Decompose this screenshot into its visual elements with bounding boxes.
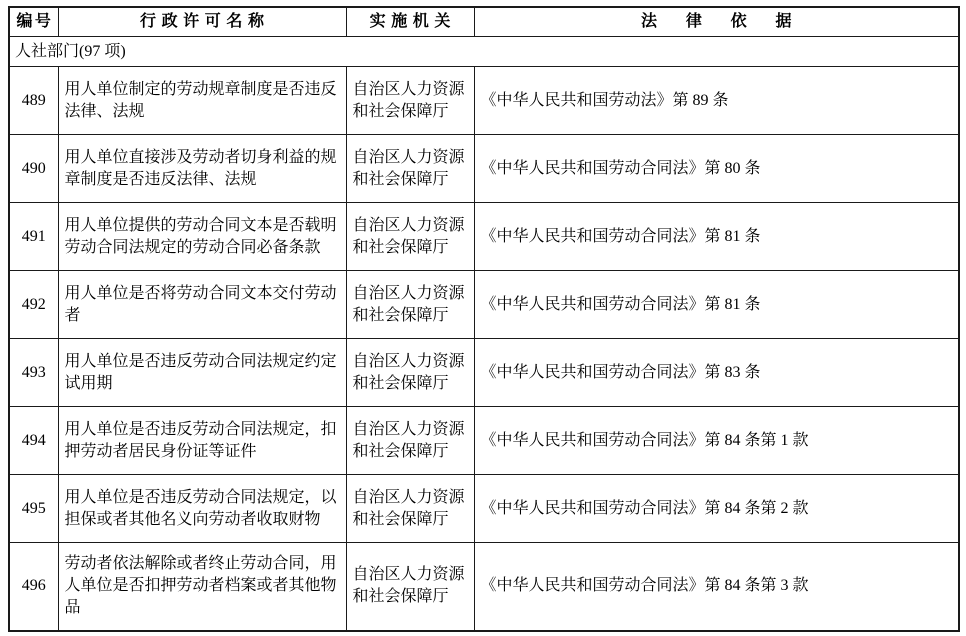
column-header-agency (346, 7, 474, 37)
cell-legal-basis: 《中华人民共和国劳动合同法》第 81 条 (474, 271, 959, 339)
section-header: 人社部门(97 项) (9, 37, 959, 67)
cell-permit-name: 用人单位是否违反劳动合同法规定，以担保或者其他名义向劳动者收取财物 (58, 475, 346, 543)
table-row (9, 271, 959, 339)
column-header-agency-label: 实施机关 (369, 13, 456, 30)
cell-legal-basis: 《中华人民共和国劳动合同法》第 83 条 (474, 339, 959, 407)
cell-legal-basis: 《中华人民共和国劳动合同法》第 80 条 (474, 135, 959, 203)
cell-agency: 自治区人力资源和社会保障厅 (346, 407, 474, 475)
cell-permit-name: 用人单位直接涉及劳动者切身利益的规章制度是否违反法律、法规 (58, 135, 346, 203)
cell-legal-basis: 《中华人民共和国劳动合同法》第 81 条 (474, 203, 959, 271)
table-row (9, 407, 959, 475)
cell-permit-name: 用人单位是否违反劳动合同法规定，扣押劳动者居民身份证等证件 (58, 407, 346, 475)
cell-permit-name: 用人单位提供的劳动合同文本是否载明劳动合同法规定的劳动合同必备条款 (58, 203, 346, 271)
cell-permit-name: 用人单位是否违反劳动合同法规定约定试用期 (58, 339, 346, 407)
cell-agency: 自治区人力资源和社会保障厅 (346, 135, 474, 203)
cell-legal-basis: 《中华人民共和国劳动合同法》第 84 条第 3 款 (474, 543, 959, 631)
cell-id: 494 (9, 407, 58, 475)
cell-agency: 自治区人力资源和社会保障厅 (346, 339, 474, 407)
cell-id: 493 (9, 339, 58, 407)
cell-id: 496 (9, 543, 58, 631)
cell-id: 489 (9, 67, 58, 135)
section-row (9, 37, 959, 67)
cell-agency: 自治区人力资源和社会保障厅 (346, 67, 474, 135)
table-row (9, 543, 959, 631)
cell-permit-name: 用人单位是否将劳动合同文本交付劳动者 (58, 271, 346, 339)
table-row (9, 339, 959, 407)
column-header-permit-name-label: 行政许可名称 (139, 13, 270, 30)
table-row (9, 135, 959, 203)
table-row (9, 203, 959, 271)
cell-id: 490 (9, 135, 58, 203)
column-header-legal-basis-label: 法律依据 (641, 13, 821, 30)
cell-agency: 自治区人力资源和社会保障厅 (346, 543, 474, 631)
column-header-id-label: 编号 (16, 13, 54, 30)
column-header-legal-basis (474, 7, 959, 37)
cell-legal-basis: 《中华人民共和国劳动法》第 89 条 (474, 67, 959, 135)
table-row (9, 67, 959, 135)
cell-permit-name: 劳动者依法解除或者终止劳动合同，用人单位是否扣押劳动者档案或者其他物品 (58, 543, 346, 631)
column-header-id (9, 7, 58, 37)
cell-agency: 自治区人力资源和社会保障厅 (346, 203, 474, 271)
cell-id: 492 (9, 271, 58, 339)
cell-legal-basis: 《中华人民共和国劳动合同法》第 84 条第 2 款 (474, 475, 959, 543)
column-header-permit-name (58, 7, 346, 37)
cell-permit-name: 用人单位制定的劳动规章制度是否违反法律、法规 (58, 67, 346, 135)
cell-legal-basis: 《中华人民共和国劳动合同法》第 84 条第 1 款 (474, 407, 959, 475)
cell-agency: 自治区人力资源和社会保障厅 (346, 271, 474, 339)
cell-id: 495 (9, 475, 58, 543)
table-row (9, 475, 959, 543)
table-header-row (9, 7, 959, 37)
permits-table (8, 6, 960, 632)
cell-agency: 自治区人力资源和社会保障厅 (346, 475, 474, 543)
cell-id: 491 (9, 203, 58, 271)
